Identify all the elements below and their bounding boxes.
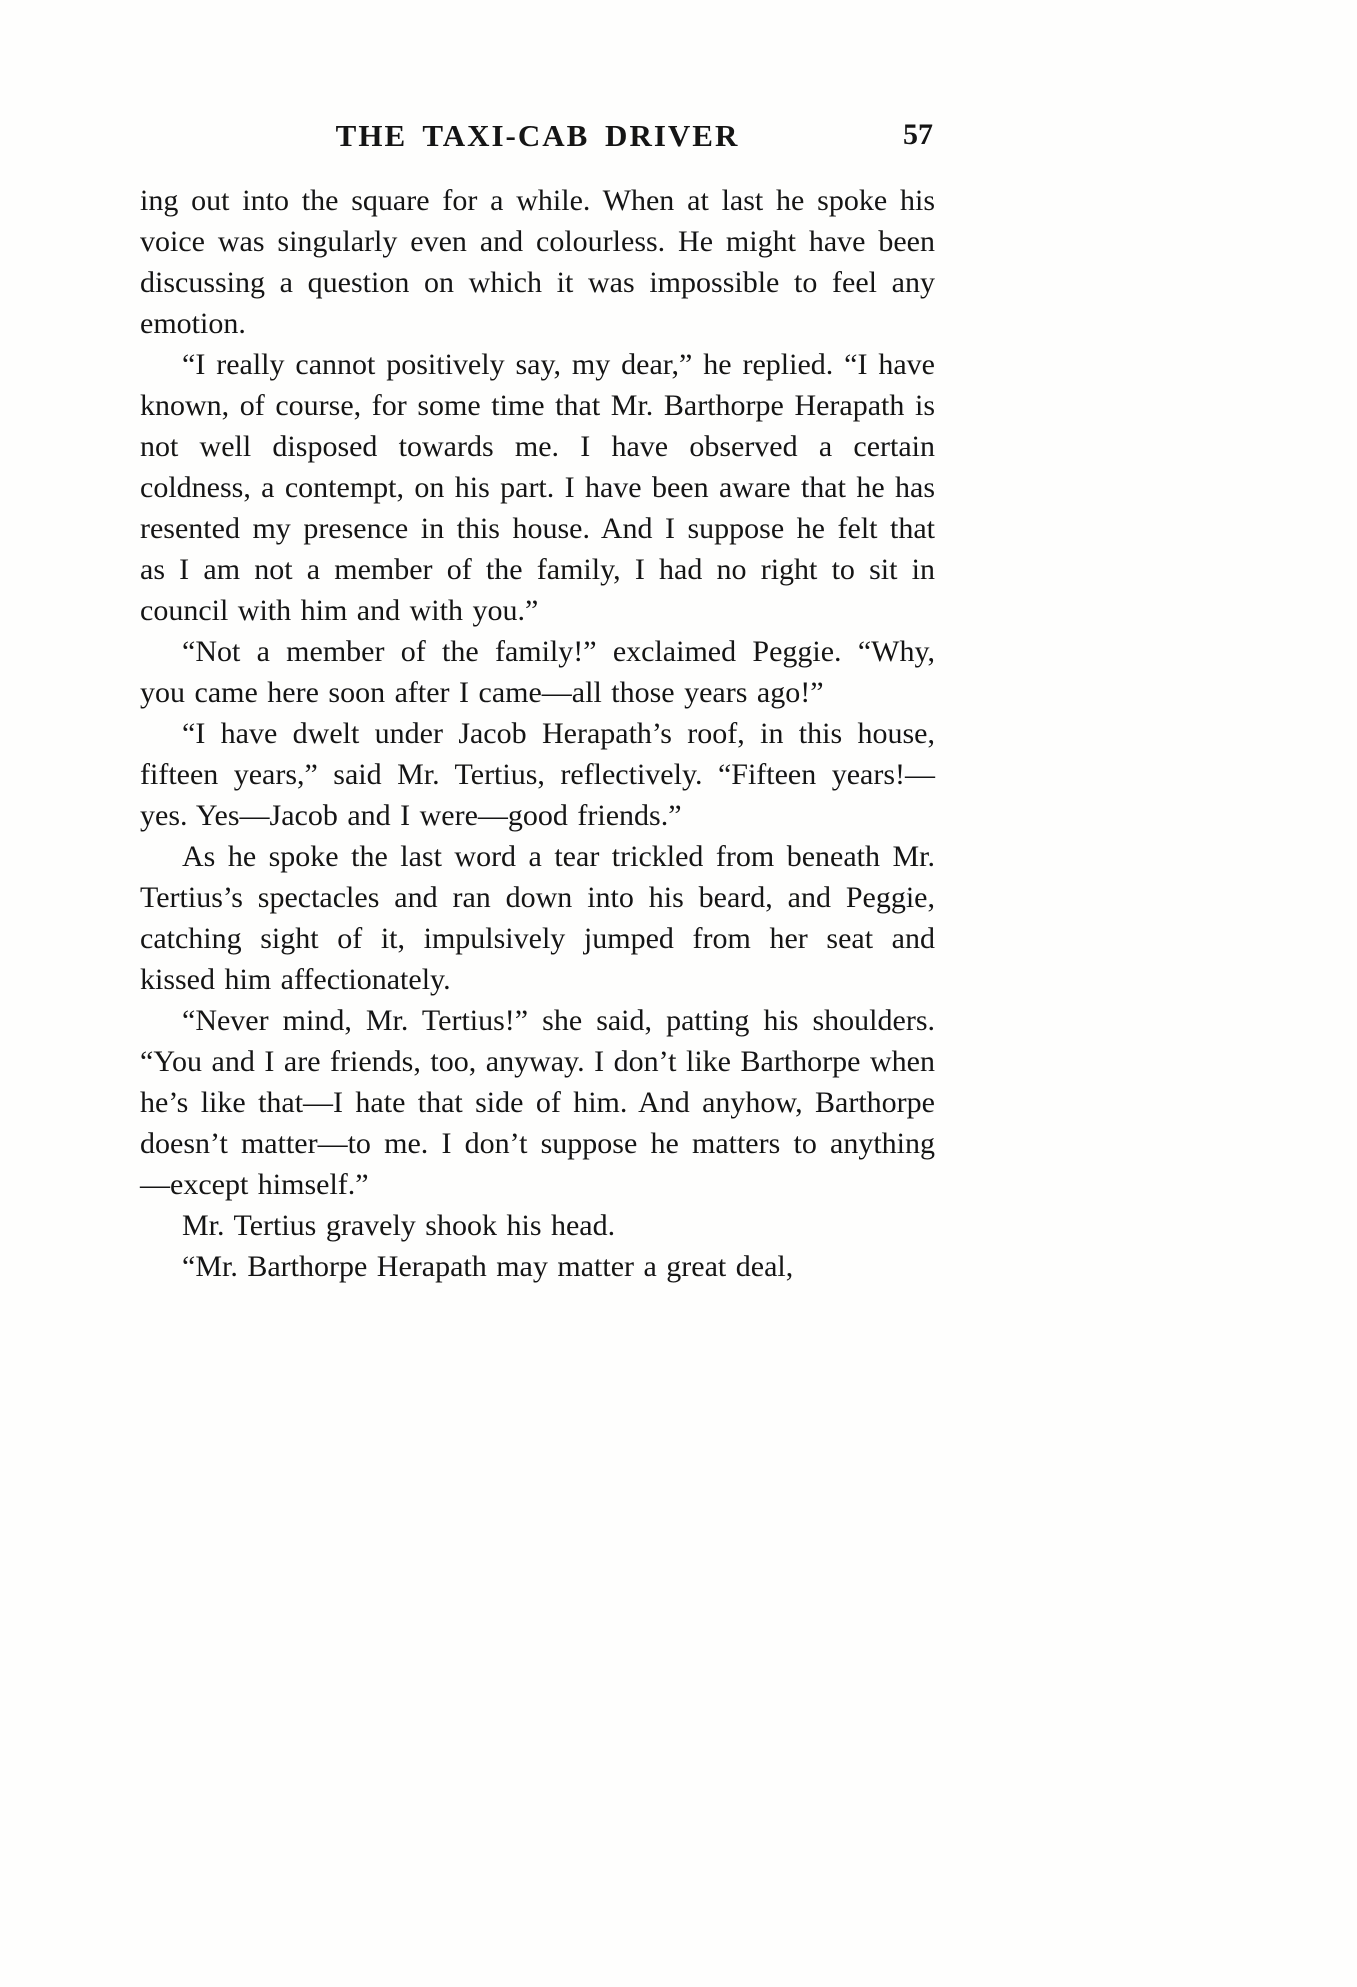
page-number: 57 bbox=[903, 118, 933, 151]
paragraph: “Not a member of the family!” exclaimed Peggie. “Why, you came here soon after I came—all those years ago!” bbox=[140, 635, 935, 709]
paragraph: “Never mind, Mr. Tertius!” she said, patting his shoulders. “You and I are friends, too, anyway. I don’t like Barthorpe when he’s like that—I hate that side of him. And anyhow, Barthorpe doesn’t matter—to me. I don’t suppose he matters to anything —except himself.” bbox=[140, 1004, 935, 1201]
paragraph: “Mr. Barthorpe Herapath may matter a great deal, bbox=[182, 1250, 794, 1283]
paragraph: Mr. Tertius gravely shook his head. bbox=[182, 1209, 616, 1242]
page-header bbox=[140, 118, 935, 162]
text-column bbox=[140, 118, 935, 1287]
paragraph: “I have dwelt under Jacob Herapath’s roof, in this house, fifteen years,” said Mr. Tertius, reflectively. “Fifteen years!—yes. Yes—Jacob and I were—good friends.” bbox=[140, 717, 935, 832]
paragraph: ing out into the square for a while. When at last he spoke his voice was singularly even and colourless. He might have been discussing a question on which it was impossible to feel any emotion. bbox=[140, 184, 935, 340]
paragraph: As he spoke the last word a tear trickled from beneath Mr. Tertius’s spectacles and ran down into his beard, and Peggie, catching sight of it, impulsively jumped from her seat and kissed him affectionately. bbox=[140, 840, 935, 996]
paragraph: “I really cannot positively say, my dear,” he replied. “I have known, of course, for some time that Mr. Barthorpe Herapath is not well disposed towards me. I have observed a certain coldness, a contempt, on his part. I have been aware that he has resented my presence in this house. And I suppose he felt that as I am not a member of the family, I had no right to sit in council with him and with you.” bbox=[140, 348, 935, 627]
page-body bbox=[140, 180, 935, 1287]
running-title: THE TAXI-CAB DRIVER bbox=[335, 118, 740, 153]
